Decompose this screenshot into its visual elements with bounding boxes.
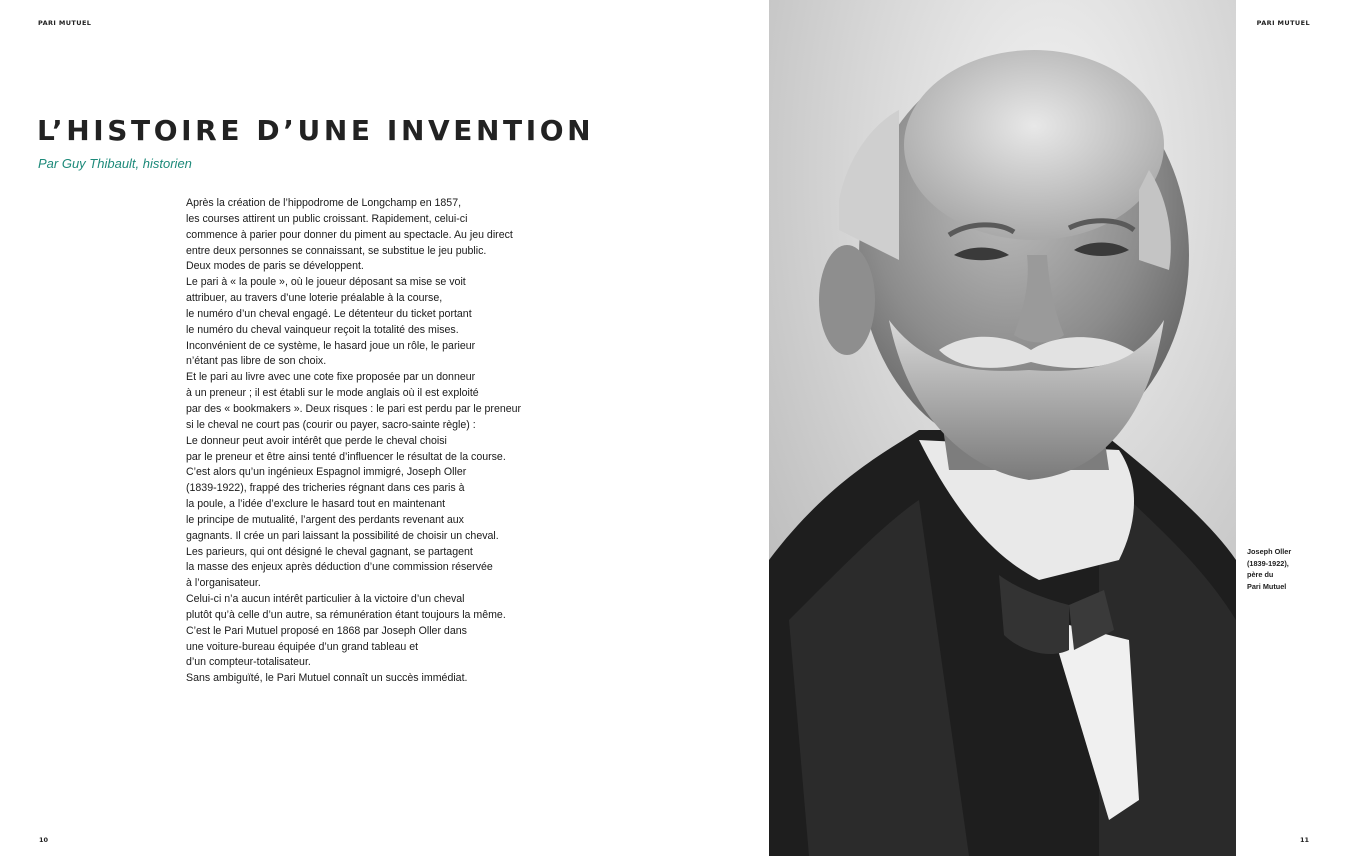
body-line: C’est alors qu’un ingénieux Espagnol immigré, Joseph Oller bbox=[186, 466, 467, 479]
body-line: Celui-ci n’a aucun intérêt particulier à la victoire d’un cheval bbox=[186, 593, 465, 606]
body-line: Inconvénient de ce système, le hasard joue un rôle, le parieur bbox=[186, 339, 476, 352]
body-line: à l’organisateur. bbox=[186, 577, 261, 590]
portrait-photo bbox=[769, 0, 1236, 856]
caption-line: Joseph Oller bbox=[1247, 547, 1292, 556]
body-line: une voiture-bureau équipée d’un grand tableau et bbox=[186, 640, 419, 653]
right-page bbox=[769, 0, 1348, 856]
byline: Par Guy Thibault, historien bbox=[38, 156, 192, 171]
article-title: L’HISTOIRE D’UNE INVENTION bbox=[37, 114, 595, 147]
body-line: Le donneur peut avoir intérêt que perde le cheval choisi bbox=[186, 434, 447, 447]
body-line: Sans ambiguïté, le Pari Mutuel connaît un succès immédiat. bbox=[186, 672, 468, 685]
body-line: d’un compteur-totalisateur. bbox=[186, 656, 311, 669]
body-line: n’étant pas libre de son choix. bbox=[186, 355, 327, 368]
body-line: C’est le Pari Mutuel proposé en 1868 par Joseph Oller dans bbox=[186, 624, 467, 637]
caption-line: Pari Mutuel bbox=[1247, 581, 1287, 591]
body-line: si le cheval ne court pas (courir ou payer, sacro-sainte règle) : bbox=[186, 418, 476, 431]
body-line: entre deux personnes se connaissant, se substitue le jeu public. bbox=[186, 244, 487, 257]
running-head: PARI MUTUEL bbox=[38, 19, 92, 27]
body-line: commence à parier pour donner du piment au spectacle. Au jeu direct bbox=[186, 228, 513, 241]
body-line: le principe de mutualité, l’argent des perdants revenant aux bbox=[186, 513, 464, 526]
body-line: par des « bookmakers ». Deux risques : le pari est perdu par le preneur bbox=[186, 402, 522, 415]
caption-line: père du bbox=[1247, 570, 1274, 580]
body-line: Et le pari au livre avec une cote fixe proposée par un donneur bbox=[186, 371, 476, 384]
running-head: PARI MUTUEL bbox=[1256, 19, 1310, 27]
body-line: gagnants. Il crée un pari laissant la possibilité de choisir un cheval. bbox=[186, 529, 499, 542]
body-line: par le preneur et être ainsi tenté d’influencer le résultat de la course. bbox=[186, 450, 506, 463]
article-body bbox=[186, 196, 526, 687]
body-line: plutôt qu’à celle d’un autre, sa rémunération étant toujours la même. bbox=[186, 608, 506, 621]
photo-caption bbox=[1247, 546, 1327, 592]
body-line: Deux modes de paris se développent. bbox=[186, 260, 364, 273]
caption-line: (1839-1922), bbox=[1247, 558, 1289, 568]
body-line: la masse des enjeux après déduction d’une commission réservée bbox=[186, 561, 493, 574]
page-number: 10 bbox=[39, 836, 49, 844]
body-line: à un preneur ; il est établi sur le mode anglais où il est exploité bbox=[186, 387, 479, 400]
body-line: (1839-1922), frappé des tricheries régnant dans ces paris à bbox=[186, 482, 465, 495]
body-line: les courses attirent un public croissant. Rapidement, celui-ci bbox=[186, 212, 468, 225]
body-line: la poule, a l’idée d’exclure le hasard tout en maintenant bbox=[186, 498, 446, 511]
body-line: Le pari à « la poule », où le joueur déposant sa mise se voit bbox=[186, 276, 466, 289]
body-line: le numéro d’un cheval engagé. Le détenteur du ticket portant bbox=[186, 307, 472, 320]
page-number: 11 bbox=[1299, 836, 1309, 844]
body-line: Les parieurs, qui ont désigné le cheval gagnant, se partagent bbox=[186, 545, 473, 558]
body-line: Après la création de l’hippodrome de Longchamp en 1857, bbox=[186, 197, 462, 209]
body-line: le numéro du cheval vainqueur reçoit la totalité des mises. bbox=[186, 323, 459, 336]
body-line: attribuer, au travers d’une loterie préalable à la course, bbox=[186, 292, 443, 305]
